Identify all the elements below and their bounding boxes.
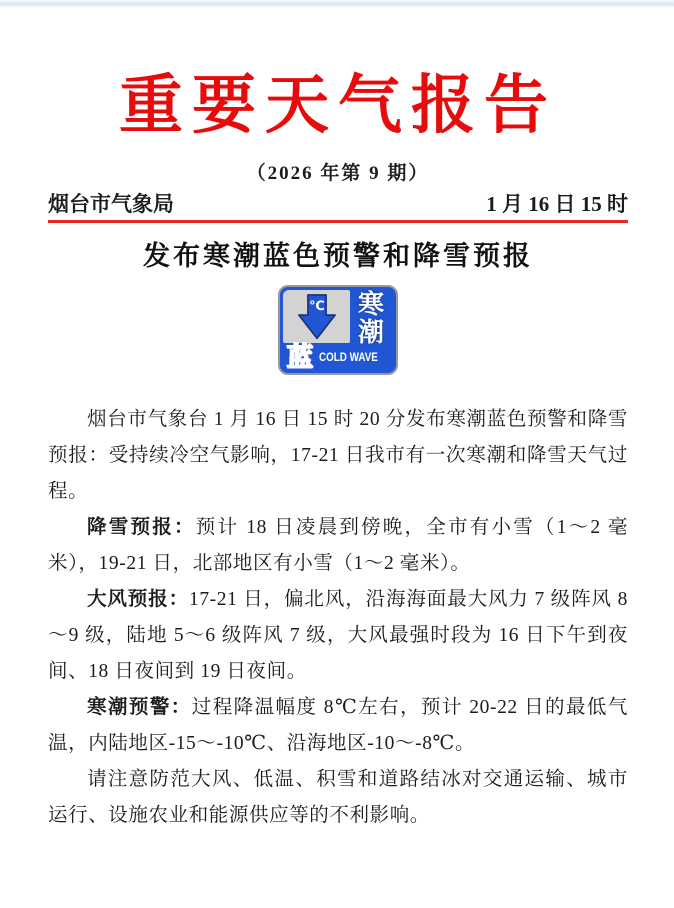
warning-level-row [280, 341, 396, 373]
paragraph-text: 请注意防范大风、低温、积雪和道路结冰对交通运输、城市运行、设施农业和能源供应等的不利影响。 [48, 769, 628, 826]
report-paragraph [48, 690, 628, 762]
report-body [48, 402, 628, 834]
issuer-row [48, 191, 628, 218]
header-divider-rule [48, 220, 628, 223]
report-paragraph [48, 402, 628, 510]
window-top-edge [0, 0, 674, 7]
paragraph-lead: 寒潮预警： [87, 697, 192, 718]
warning-name-char: 潮 [357, 317, 384, 347]
cold-wave-blue-warning-icon [278, 285, 398, 375]
paragraph-lead: 降雪预报： [87, 517, 196, 538]
down-arrow-icon [288, 293, 346, 341]
paragraph-text: 过程降温幅度 8℃左右，预计 20-22 日的最低气温，内陆地区-15～-10℃、沿海地区-10～-8℃。 [48, 697, 628, 754]
warning-icon-container [48, 285, 628, 375]
paragraph-lead: 大风预报： [87, 589, 189, 610]
document-title: 重要天气报告 [119, 70, 557, 141]
warning-name-cn [351, 289, 391, 347]
report-paragraph [48, 510, 628, 582]
paragraph-text: 17-21 日，偏北风，沿海海面最大风力 7 级阵风 8～9 级，陆地 5～6 级阵风 7 级，大风最强时段为 16 日下午到夜间、18 日夜间到 19 日夜间。 [48, 589, 628, 682]
warning-name-char: 寒 [357, 289, 384, 319]
temperature-drop-panel [283, 290, 350, 343]
celsius-symbol: ℃ [308, 297, 325, 313]
report-headline: 发布寒潮蓝色预警和降雪预报 [143, 241, 533, 271]
warning-level-blue: 蓝 [287, 342, 314, 372]
paragraph-text: 烟台市气象台 1 月 16 日 15 时 20 分发布寒潮蓝色预警和降雪预报：受持续冷空气影响，17-21 日我市有一次寒潮和降雪天气过程。 [48, 409, 628, 502]
issue-datetime: 1 月 16 日 15 时 [486, 192, 628, 216]
report-paragraph [48, 582, 628, 690]
paragraph-text: 预计 18 日凌晨到傍晚，全市有小雪（1～2 毫米），19-21 日，北部地区有小雪（1～2 毫米）。 [48, 517, 628, 574]
issue-number: （2026 年第 9 期） [246, 163, 430, 184]
weather-report-document [0, 67, 674, 834]
warning-name-en: COLD WAVE [319, 350, 378, 364]
report-paragraph [48, 762, 628, 834]
issuing-agency: 烟台市气象局 [48, 192, 174, 216]
